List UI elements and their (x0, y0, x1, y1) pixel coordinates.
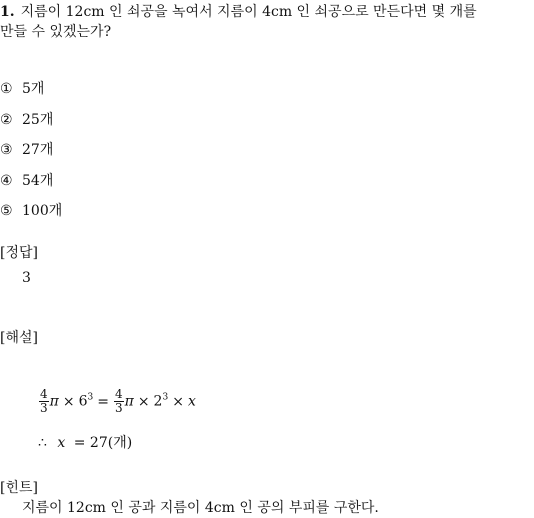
question-text-1: 지름이 12cm 인 쇠공을 녹여서 지름이 4cm 인 쇠공으로 만든다면 몇 개를 (20, 4, 477, 20)
fraction-left-denominator: 3 (40, 401, 48, 415)
fraction-right (114, 388, 124, 415)
explanation-equation-2 (38, 432, 132, 452)
question-line-2: 만들 수 있겠는가? (0, 24, 112, 40)
choice-5[interactable] (0, 201, 62, 221)
choice-4[interactable] (0, 171, 53, 191)
choice-text-1: 5개 (22, 81, 45, 97)
choice-text-3: 27개 (22, 142, 54, 158)
hint-heading: [힌트] (0, 480, 38, 496)
fraction-right-numerator: 4 (114, 387, 123, 401)
question-number: 1. (0, 4, 15, 20)
exponent-right: 3 (162, 392, 169, 403)
result-text: = 27(개) (73, 435, 133, 451)
choice-mark-5: ⑤ (0, 203, 13, 219)
hint-text: 지름이 12cm 인 공과 지름이 4cm 인 공의 부피를 구한다. (22, 500, 379, 516)
choice-mark-1: ① (0, 81, 13, 97)
variable-x-result: x (57, 435, 66, 451)
times-right-2: × (172, 393, 184, 410)
times-right-1: × (137, 393, 150, 410)
answer-heading: [정답] (0, 245, 38, 261)
fraction-left-numerator: 4 (40, 387, 48, 401)
exponent-left: 3 (87, 392, 94, 403)
choice-mark-2: ② (0, 112, 13, 128)
pi-left: π (49, 393, 59, 410)
choice-mark-4: ④ (0, 173, 13, 189)
choice-1[interactable] (0, 79, 44, 99)
pi-right: π (124, 393, 134, 410)
choice-mark-3: ③ (0, 142, 13, 158)
explanation-equation-1 (38, 388, 196, 415)
fraction-right-denominator: 3 (114, 401, 123, 415)
explanation-heading: [해설] (0, 330, 38, 346)
question-line-1 (0, 2, 477, 22)
choice-text-5: 100개 (22, 203, 63, 219)
answer-value: 3 (22, 270, 31, 286)
fraction-left (39, 388, 49, 415)
therefore-symbol: ∴ (38, 435, 47, 451)
choice-2[interactable] (0, 110, 53, 130)
choice-text-4: 54개 (22, 173, 54, 189)
equals-sign: = (97, 393, 109, 410)
choice-3[interactable] (0, 140, 53, 160)
base-left: 6 (78, 393, 88, 410)
base-right: 2 (153, 393, 163, 410)
variable-x: x (187, 393, 196, 410)
times-left: × (62, 393, 75, 410)
choice-text-2: 25개 (22, 112, 54, 128)
